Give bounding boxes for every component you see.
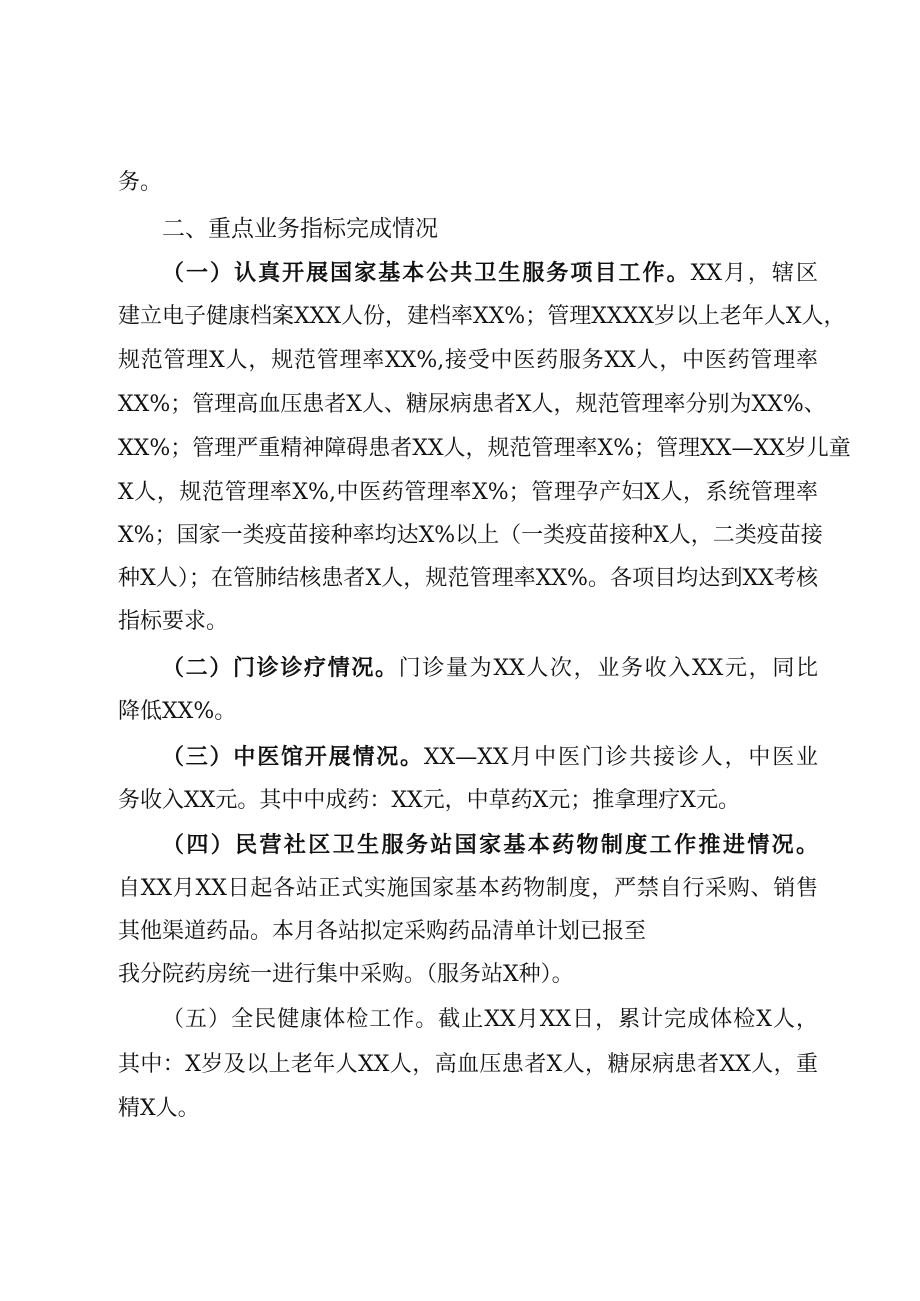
paragraph-1-first-line	[162, 258, 818, 288]
text-line: X%；国家一类疫苗接种率均达X%以上（一类疫苗接种X人，二类疫苗接	[118, 523, 823, 548]
text-line: 务收入XX元。其中中成药：XX元，中草药X元；推拿理疗X元。	[118, 788, 740, 813]
text-line: XX%；管理严重精神障碍患者XX人，规范管理率X%；管理XX—XX岁儿童	[118, 436, 851, 461]
text-line: 建立电子健康档案XXX人份，建档率XX%；管理XXXX岁以上老年人X人，	[118, 304, 846, 329]
paragraph-1-text: XX月，辖区	[690, 261, 818, 286]
paragraph-5-first-line: （五）全民健康体检工作。截止XX月XX日，累计完成体检X人，	[162, 1007, 818, 1032]
paragraph-2-text: 门诊量为XX人次，业务收入XX元，同比	[398, 656, 818, 681]
paragraph-4-title: （四）民营社区卫生服务站国家基本药物制度工作推进情况。	[162, 832, 818, 858]
text-line: 自XX月XX日起各站正式实施国家基本药物制度，严禁自行采购、销售	[118, 876, 818, 901]
paragraph-2-first-line	[162, 653, 818, 683]
section-title: 二、重点业务指标完成情况	[162, 216, 438, 242]
text-line: X人，规范管理率X%,中医药管理率X%；管理孕产妇X人，系统管理率	[118, 480, 818, 505]
text-line: 降低XX%。	[118, 699, 237, 724]
text-line: 其中：X岁及以上老年人XX人，高血压患者X人，糖尿病患者XX人，重	[118, 1052, 818, 1077]
text-line: 其他渠道药品。本月各站拟定采购药品清单计划已报至	[118, 919, 647, 944]
paragraph-3-title: （三）中医馆开展情况。	[162, 744, 424, 770]
text-line: 务。	[118, 170, 163, 195]
text-line: XX%；管理高血压患者X人、糖尿病患者X人，规范管理率分别为XX%、	[118, 392, 826, 417]
text-line: 我分院药房统一进行集中采购。（服务站X种）。	[118, 962, 574, 987]
text-line: 精X人。	[118, 1096, 200, 1121]
text-line: 指标要求。	[118, 609, 229, 634]
paragraph-3-text: XX—XX月中医门诊共接诊人，中医业	[423, 745, 818, 770]
paragraph-1-title: （一）认真开展国家基本公共卫生服务项目工作。	[162, 260, 691, 286]
text-line: 规范管理X人，规范管理率XX%,接受中医药服务XX人，中医药管理率	[118, 348, 818, 373]
paragraph-2-title: （二）门诊诊疗情况。	[162, 655, 399, 681]
paragraph-3-first-line	[162, 742, 818, 772]
text-line: 种X人）；在管肺结核患者X人，规范管理率XX%。各项目均达到XX考核	[118, 566, 818, 591]
